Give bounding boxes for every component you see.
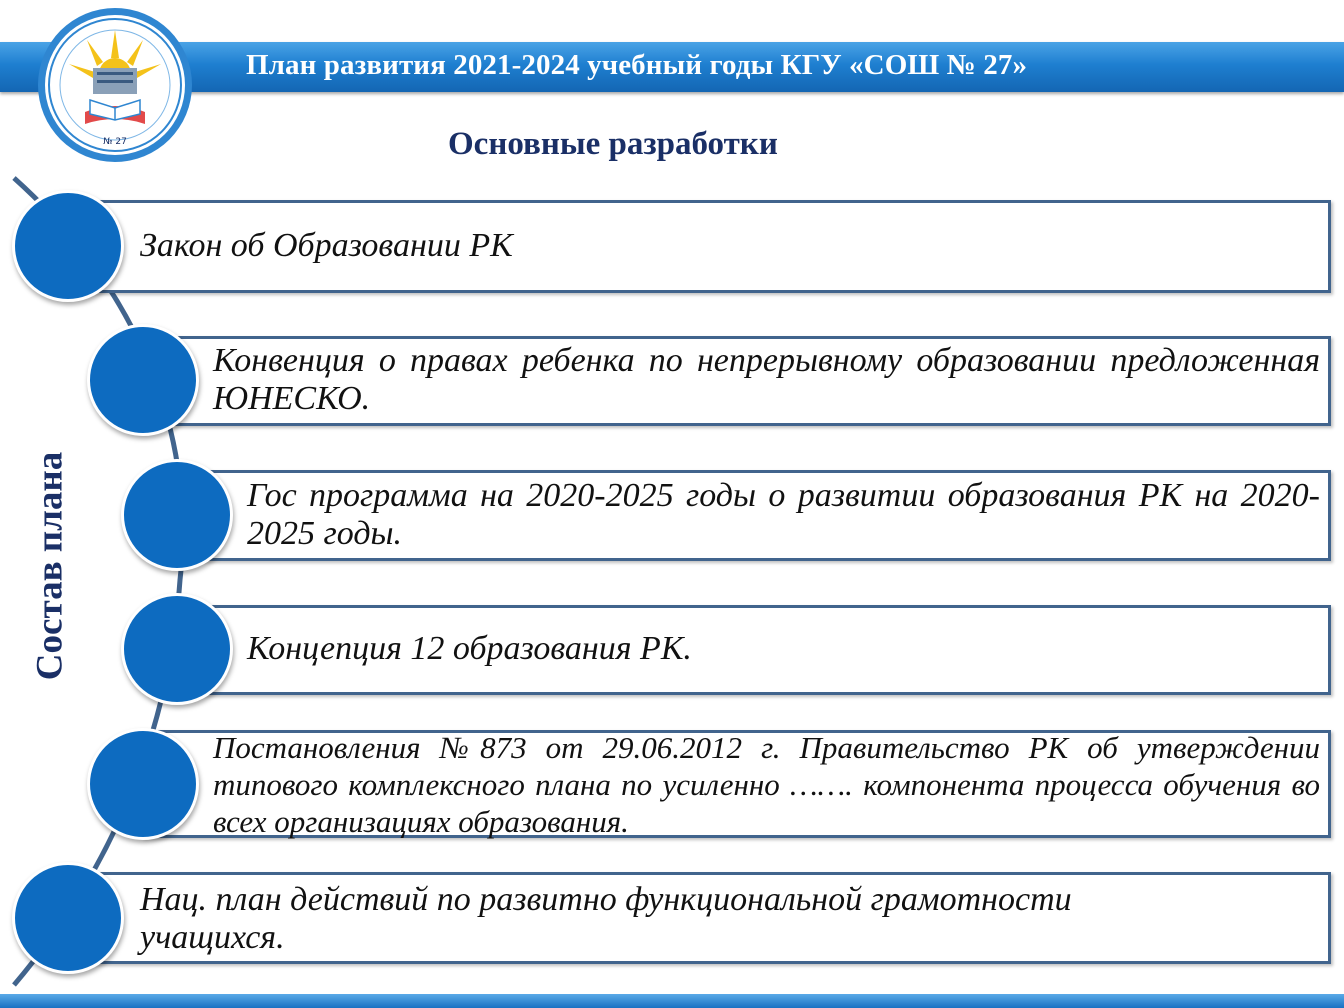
plan-item-marker-5 [87, 728, 199, 840]
svg-text:№ 27: № 27 [103, 137, 127, 147]
plan-item-text-1: Закон об Образовании РК [140, 227, 513, 264]
header-title: План развития 2021-2024 учебный годы КГУ «СОШ № 27» [246, 49, 1028, 81]
plan-item-text-5: Постановления №873 от 29.06.2012 г. Правительство РК об утверждении типового комплексного плана по усиленно ……. компонента процесса обучения во всех организациях образования. [213, 730, 1320, 839]
plan-item-text-2: Конвенция о правах ребенка по непрерывному образовании предложенная ЮНЕСКО. [213, 342, 1320, 417]
footer-bar [0, 994, 1344, 1008]
plan-item-text-4: Концепция 12 образования РК. [247, 630, 692, 667]
plan-item-marker-4 [121, 593, 233, 705]
plan-item-marker-6 [12, 862, 124, 974]
plan-item-marker-3 [121, 459, 233, 571]
section-heading: Основные разработки [448, 126, 778, 162]
plan-item-text-3: Гос программа на 2020-2025 годы о развитии образования РК на 2020-2025 годы. [247, 477, 1320, 552]
plan-item-text-6: Нац. план действий по развитно функциональной грамотности учащихся. [140, 881, 1072, 956]
side-label: Состав плана [29, 451, 71, 681]
plan-item-marker-1 [12, 190, 124, 302]
plan-item-marker-2 [87, 324, 199, 436]
